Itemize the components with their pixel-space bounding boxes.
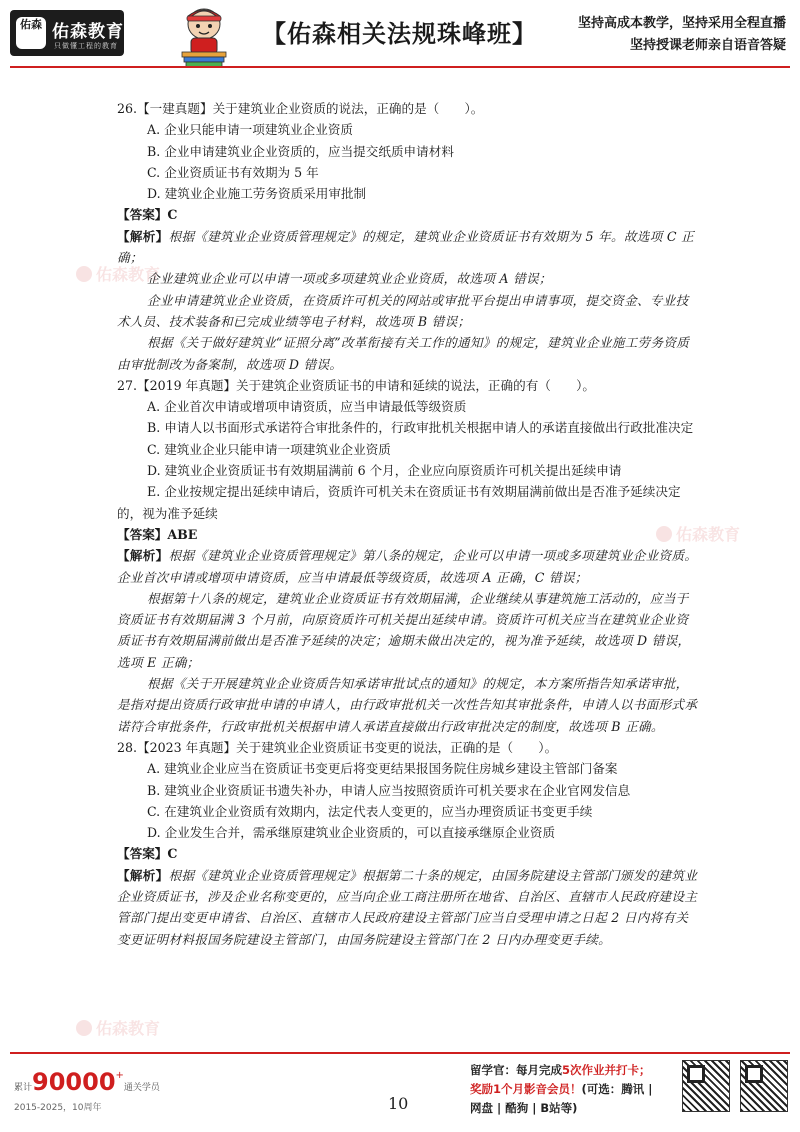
count-suffix: 通关学员	[123, 1083, 160, 1093]
count-prefix: 累计	[14, 1083, 33, 1093]
header-divider	[10, 66, 790, 68]
answer-value: C	[167, 846, 178, 862]
student-count	[14, 1068, 160, 1096]
question-content	[117, 98, 701, 950]
footer-divider	[10, 1052, 790, 1054]
explanation-paragraph: 根据《关于开展建筑业企业资质告知承诺审批试点的通知》的规定，本方案所指告知承诺审批，是指对提出资质行政审批申请的申请人，由行政审批机关一次性告知其审批条件，申请人以书面形式承诺符合审批条件，行政审批机关根据申请人承诺直接做出行政审批决定的制度，故选项 B 正确。	[117, 676, 698, 734]
option-e: E. 企业按规定提出延续申请后，资质许可机关未在资质证书有效期届满前做出是否准予延续决定的，视为准予延续	[117, 484, 681, 521]
logo-name: 佑森教育	[52, 22, 124, 42]
question-stem: 28.【2023 年真题】关于建筑业企业资质证书变更的说法，正确的是（ ）。	[117, 739, 558, 755]
option-a: A. 企业只能申请一项建筑业企业资质	[147, 122, 354, 138]
watermark-icon	[76, 1020, 92, 1036]
count-plus: +	[115, 1070, 124, 1081]
watermark: 佑森教育	[656, 522, 740, 545]
option-c: C. 企业资质证书有效期为 5 年	[147, 164, 319, 180]
option-b: B. 企业申请建筑业企业资质的，应当提交纸质申请材料	[147, 143, 454, 159]
header-title: 【佑森相关法规珠峰班】	[262, 20, 537, 48]
option-a: A. 企业首次申请或增项申请资质，应当申请最低等级资质	[147, 399, 467, 415]
logo-slogan: 只做懂工程的教育	[54, 42, 118, 50]
logo-seal: 佑森	[16, 17, 46, 49]
option-c: C. 建筑业企业只能申请一项建筑业企业资质	[147, 441, 391, 457]
qr-code-icon	[740, 1060, 788, 1112]
option-d: D. 建筑业企业资质证书有效期届满前 6 个月，企业应向原资质许可机关提出延续申请	[147, 463, 622, 479]
mascot-illustration	[178, 4, 230, 68]
watermark: 佑森教育	[76, 1016, 160, 1039]
explanation-paragraph: 根据《关于做好建筑业“证照分离”改革衔接有关工作的通知》的规定，建筑业企业施工劳务资质由审批制改为备案制，故选项 D 错误。	[117, 335, 690, 372]
promo-line2: 奖励1个月影音会员！(可选：腾讯 |	[470, 1082, 653, 1096]
option-d: D. 企业发生合并，需承继原建筑业企业资质的，可以直接承继原企业资质	[147, 825, 556, 841]
explanation-line: 【解析】根据《建筑业企业资质管理规定》根据第二十条的规定，由国务院建设主管部门颁发的建筑业企业资质证书，涉及企业名称变更的，应当向企业工商注册所在地省、自治区、直辖市人民政府建设主管部门提出变更申请省、自治区、直辖市人民政府建设主管部门应当自受理申请之日起 2 日内将有关变更证明材料报国务院建设主管部门，由国务院建设主管部门在 2 日内办理变更手续。	[117, 867, 698, 947]
promo-line3: 网盘 | 酷狗 | B站等)	[470, 1101, 578, 1115]
header-slogan-line2: 坚持授课老师亲自语音答疑	[629, 38, 786, 53]
brand-logo	[10, 10, 124, 56]
question-stem: 27.【2019 年真题】关于建筑企业资质证书的申请和延续的说法，正确的有（ ）。	[117, 377, 595, 393]
explanation-line: 【解析】根据《建筑业企业资质管理规定》第八条的规定，企业可以申请一项或多项建筑业企业资质。企业首次申请或增项申请资质，应当申请最低等级资质，故选项 A 正确，C 错误；	[117, 548, 698, 585]
option-c: C. 在建筑业企业资质有效期内，法定代表人变更的，应当办理资质证书变更手续	[147, 803, 593, 819]
answer-line: 【答案】ABE	[117, 526, 198, 542]
question-stem: 26.【一建真题】关于建筑业企业资质的说法，正确的是（ ）。	[117, 101, 484, 116]
promo-line1: 留学官：每月完成5次作业并打卡；	[470, 1063, 651, 1077]
watermark: 佑森教育	[76, 262, 160, 285]
answer-value: ABE	[167, 526, 198, 542]
page-header	[0, 0, 800, 76]
answer-value: C	[167, 207, 178, 223]
option-a: A. 建筑业企业应当在资质证书变更后将变更结果报国务院住房城乡建设主管部门备案	[147, 761, 618, 777]
explanation-paragraph: 根据第十八条的规定，建筑业企业资质证书有效期届满，企业继续从事建筑施工活动的，应当于资质证书有效期届满 3 个月前，向原资质许可机关提出延续申请。资质许可机关应当在建筑业企业资质证书有效期届满前做出是否准予延续的决定；逾期未做出决定的，视为准予延续，故选项 D 错误，选项 E 正确；	[117, 590, 691, 670]
explanation-line: 【解析】根据《建筑业企业资质管理规定》的规定，建筑业企业资质证书有效期为 5 年。故选项 C 正确；	[117, 228, 695, 266]
count-number: 90000	[32, 1068, 116, 1096]
years-label: 2015-2025，10周年	[14, 1103, 102, 1113]
option-b: B. 建筑业企业资质证书遗失补办，申请人应当按照资质许可机关要求在企业官网发信息	[147, 782, 631, 798]
watermark-icon	[76, 266, 92, 282]
header-slogan-line1: 坚持高成本教学，坚持采用全程直播	[577, 16, 786, 31]
qr-code-icon	[682, 1060, 730, 1112]
option-b: B. 申请人以书面形式承诺符合审批条件的，行政审批机关根据申请人的承诺直接做出行政批准决定	[147, 420, 694, 436]
answer-line: 【答案】C	[117, 846, 178, 862]
explanation-paragraph: 企业申请建筑业企业资质，在资质许可机关的网站或审批平台提出申请事项，提交资金、专业技术人员、技术装备和已完成业绩等电子材料，故选项 B 错误；	[117, 292, 689, 329]
explanation-paragraph: 企业建筑业企业可以申请一项或多项建筑业企业资质，故选项 A 错误；	[147, 271, 552, 287]
page-number: 10	[388, 1094, 409, 1113]
option-d: D. 建筑业企业施工劳务资质采用审批制	[147, 186, 367, 202]
answer-line: 【答案】C	[117, 207, 178, 223]
